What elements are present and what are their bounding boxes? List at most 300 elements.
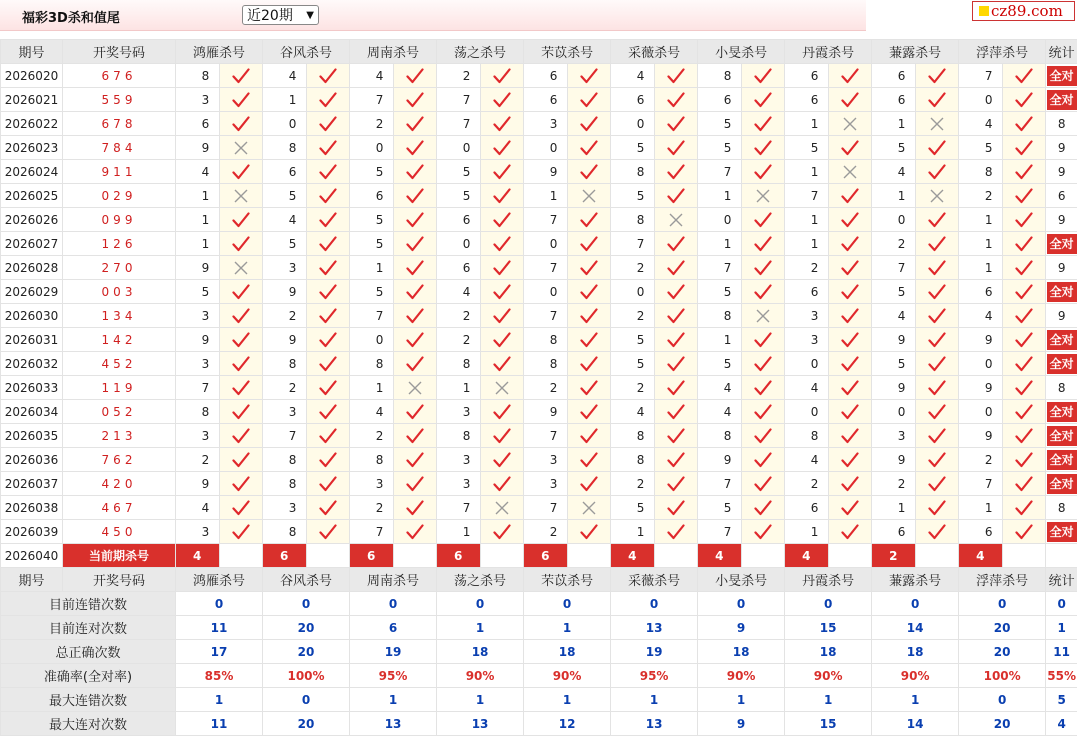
- summary-value: 13: [611, 712, 698, 736]
- kill-number-cell: 0: [785, 400, 829, 424]
- kill-number-cell: 6: [959, 280, 1003, 304]
- summary-value: 15: [785, 616, 872, 640]
- check-icon: [655, 520, 698, 544]
- kill-number-cell: 0: [350, 328, 394, 352]
- check-icon: [394, 280, 437, 304]
- all-correct-badge: 全对: [1047, 450, 1077, 470]
- col-header-expert: 鸿雁杀号: [176, 40, 263, 64]
- check-icon: [307, 208, 350, 232]
- check-icon: [829, 136, 872, 160]
- kill-number-cell: 9: [959, 424, 1003, 448]
- all-correct-badge: 全对: [1047, 282, 1077, 302]
- table-row: [1, 472, 1077, 496]
- kill-number-cell: 9: [176, 256, 220, 280]
- kill-number-cell: 7: [524, 424, 568, 448]
- check-icon: [220, 112, 263, 136]
- stat-cell: [1046, 88, 1077, 112]
- table-row: [1, 256, 1077, 280]
- check-icon: [916, 328, 959, 352]
- check-icon: [568, 256, 611, 280]
- draw-number-cell: 452: [63, 352, 176, 376]
- kill-number-cell: 3: [263, 400, 307, 424]
- check-icon: [394, 64, 437, 88]
- kill-number-cell: 8: [176, 64, 220, 88]
- kill-number-cell: 5: [263, 184, 307, 208]
- stat-cell: [1046, 328, 1077, 352]
- check-icon: [829, 208, 872, 232]
- check-icon: [655, 304, 698, 328]
- kill-table: [0, 39, 1077, 736]
- kill-number-cell: 1: [350, 376, 394, 400]
- kill-number-cell: 7: [698, 256, 742, 280]
- stat-cell: 9: [1046, 304, 1077, 328]
- check-icon: [394, 496, 437, 520]
- kill-number-cell: 1: [176, 232, 220, 256]
- col-header-expert: 小旻杀号: [698, 568, 785, 592]
- check-icon: [829, 520, 872, 544]
- kill-number-cell: 8: [263, 136, 307, 160]
- summary-value: 18: [437, 640, 524, 664]
- check-icon: [1003, 112, 1046, 136]
- kill-number-cell: 3: [785, 304, 829, 328]
- table-row: [1, 208, 1077, 232]
- kill-number-cell: 8: [350, 448, 394, 472]
- check-icon: [1003, 64, 1046, 88]
- check-icon: [307, 520, 350, 544]
- draw-number-cell: 126: [63, 232, 176, 256]
- table-row: [1, 400, 1077, 424]
- check-icon: [742, 520, 785, 544]
- check-icon: [220, 280, 263, 304]
- period-select[interactable]: [242, 5, 319, 25]
- kill-number-cell: 5: [785, 136, 829, 160]
- current-kill-empty: [916, 544, 959, 568]
- summary-value: 90%: [524, 664, 611, 688]
- summary-row: [1, 664, 1077, 688]
- draw-number-cell: 762: [63, 448, 176, 472]
- period-cell: 2026030: [1, 304, 63, 328]
- period-cell: 2026034: [1, 400, 63, 424]
- check-icon: [394, 328, 437, 352]
- col-header-expert: 小旻杀号: [698, 40, 785, 64]
- check-icon: [655, 376, 698, 400]
- draw-number-cell: 676: [63, 64, 176, 88]
- kill-number-cell: 5: [176, 280, 220, 304]
- check-icon: [1003, 184, 1046, 208]
- table-header-row: [1, 40, 1077, 64]
- kill-number-cell: 2: [785, 472, 829, 496]
- draw-number-cell: 142: [63, 328, 176, 352]
- kill-number-cell: 7: [524, 256, 568, 280]
- current-kill-number: 6: [350, 544, 394, 568]
- check-icon: [220, 472, 263, 496]
- summary-value: 1: [176, 688, 263, 712]
- summary-value: 20: [959, 640, 1046, 664]
- check-icon: [655, 184, 698, 208]
- kill-number-cell: 8: [611, 160, 655, 184]
- check-icon: [220, 304, 263, 328]
- kill-number-cell: 2: [176, 448, 220, 472]
- col-header-expert: 芣苡杀号: [524, 40, 611, 64]
- draw-number-cell: 119: [63, 376, 176, 400]
- all-correct-badge: 全对: [1047, 90, 1077, 110]
- col-header-period: 期号: [1, 568, 63, 592]
- kill-number-cell: 7: [350, 520, 394, 544]
- check-icon: [742, 88, 785, 112]
- kill-number-cell: 8: [350, 352, 394, 376]
- check-icon: [481, 88, 524, 112]
- col-header-expert: 浮萍杀号: [959, 568, 1046, 592]
- summary-label: 最大连错次数: [1, 688, 176, 712]
- stat-cell: [1046, 520, 1077, 544]
- summary-value: 14: [872, 712, 959, 736]
- table-row: [1, 160, 1077, 184]
- check-icon: [829, 352, 872, 376]
- col-header-draw: 开奖号码: [63, 568, 176, 592]
- current-kill-empty: [742, 544, 785, 568]
- kill-number-cell: 3: [263, 496, 307, 520]
- kill-number-cell: 7: [872, 256, 916, 280]
- check-icon: [481, 328, 524, 352]
- summary-label: 最大连对次数: [1, 712, 176, 736]
- summary-value: 19: [350, 640, 437, 664]
- col-header-expert: 谷风杀号: [263, 40, 350, 64]
- summary-value: 20: [263, 640, 350, 664]
- col-header-expert: 周南杀号: [350, 40, 437, 64]
- period-cell: 2026032: [1, 352, 63, 376]
- kill-number-cell: 8: [437, 424, 481, 448]
- stat-cell: [1046, 448, 1077, 472]
- summary-value: 18: [785, 640, 872, 664]
- check-icon: [568, 304, 611, 328]
- period-cell: 2026025: [1, 184, 63, 208]
- check-icon: [394, 520, 437, 544]
- kill-number-cell: 0: [263, 112, 307, 136]
- check-icon: [307, 88, 350, 112]
- summary-value: 0: [350, 592, 437, 616]
- check-icon: [1003, 352, 1046, 376]
- current-kill-empty: [307, 544, 350, 568]
- check-icon: [916, 64, 959, 88]
- table-row: [1, 88, 1077, 112]
- summary-value: 1: [611, 688, 698, 712]
- stat-cell: 8: [1046, 496, 1077, 520]
- summary-label: 总正确次数: [1, 640, 176, 664]
- kill-number-cell: 2: [611, 472, 655, 496]
- check-icon: [394, 400, 437, 424]
- draw-number-cell: 052: [63, 400, 176, 424]
- kill-number-cell: 3: [176, 88, 220, 112]
- check-icon: [916, 136, 959, 160]
- period-cell: 2026033: [1, 376, 63, 400]
- draw-number-cell: 420: [63, 472, 176, 496]
- stat-cell: 8: [1046, 376, 1077, 400]
- check-icon: [916, 256, 959, 280]
- kill-number-cell: 7: [437, 112, 481, 136]
- kill-number-cell: 5: [611, 328, 655, 352]
- stat-cell: [1046, 352, 1077, 376]
- check-icon: [655, 160, 698, 184]
- summary-value: 20: [959, 616, 1046, 640]
- kill-number-cell: 8: [524, 352, 568, 376]
- check-icon: [307, 136, 350, 160]
- check-icon: [916, 232, 959, 256]
- check-icon: [916, 304, 959, 328]
- check-icon: [220, 88, 263, 112]
- kill-number-cell: 2: [959, 184, 1003, 208]
- summary-value: 14: [872, 616, 959, 640]
- table-row: [1, 184, 1077, 208]
- summary-value: 1: [698, 688, 785, 712]
- kill-number-cell: 5: [698, 112, 742, 136]
- all-correct-badge: 全对: [1047, 402, 1077, 422]
- check-icon: [1003, 256, 1046, 280]
- kill-number-cell: 3: [872, 424, 916, 448]
- kill-number-cell: 2: [350, 424, 394, 448]
- kill-number-cell: 7: [524, 304, 568, 328]
- current-kill-number: 2: [872, 544, 916, 568]
- col-header-expert: 谷风杀号: [263, 568, 350, 592]
- kill-number-cell: 6: [872, 520, 916, 544]
- summary-row: [1, 712, 1077, 736]
- kill-number-cell: 1: [698, 184, 742, 208]
- check-icon: [655, 136, 698, 160]
- kill-number-cell: 5: [698, 136, 742, 160]
- check-icon: [481, 136, 524, 160]
- check-icon: [655, 400, 698, 424]
- kill-number-cell: 7: [698, 520, 742, 544]
- summary-value: 9: [698, 616, 785, 640]
- kill-number-cell: 1: [785, 232, 829, 256]
- period-cell: 2026036: [1, 448, 63, 472]
- kill-number-cell: 6: [785, 496, 829, 520]
- kill-number-cell: 8: [698, 304, 742, 328]
- check-icon: [742, 448, 785, 472]
- check-icon: [307, 184, 350, 208]
- cross-icon: [916, 112, 959, 136]
- summary-value: 6: [350, 616, 437, 640]
- table-row: [1, 352, 1077, 376]
- kill-number-cell: 3: [785, 328, 829, 352]
- kill-number-cell: 6: [959, 520, 1003, 544]
- kill-number-cell: 8: [698, 64, 742, 88]
- check-icon: [568, 520, 611, 544]
- summary-value: 13: [350, 712, 437, 736]
- kill-number-cell: 4: [350, 64, 394, 88]
- check-icon: [481, 232, 524, 256]
- check-icon: [916, 520, 959, 544]
- summary-value: 0: [1046, 592, 1077, 616]
- logo-square-icon: [979, 6, 989, 16]
- check-icon: [568, 64, 611, 88]
- check-icon: [481, 64, 524, 88]
- check-icon: [829, 448, 872, 472]
- summary-value: 9: [698, 712, 785, 736]
- kill-number-cell: 6: [524, 88, 568, 112]
- summary-value: 1: [785, 688, 872, 712]
- kill-number-cell: 2: [524, 520, 568, 544]
- table-row: [1, 64, 1077, 88]
- col-header-expert: 周南杀号: [350, 568, 437, 592]
- kill-number-cell: 5: [437, 160, 481, 184]
- check-icon: [307, 472, 350, 496]
- check-icon: [307, 448, 350, 472]
- check-icon: [742, 208, 785, 232]
- check-icon: [568, 208, 611, 232]
- check-icon: [655, 64, 698, 88]
- kill-number-cell: 1: [785, 160, 829, 184]
- kill-number-cell: 0: [524, 136, 568, 160]
- kill-number-cell: 5: [437, 184, 481, 208]
- cross-icon: [220, 184, 263, 208]
- kill-number-cell: 9: [263, 328, 307, 352]
- stat-cell: 6: [1046, 184, 1077, 208]
- check-icon: [220, 160, 263, 184]
- summary-value: 11: [1046, 640, 1077, 664]
- check-icon: [1003, 136, 1046, 160]
- summary-value: 0: [611, 592, 698, 616]
- kill-number-cell: 8: [263, 520, 307, 544]
- check-icon: [394, 208, 437, 232]
- summary-value: 12: [524, 712, 611, 736]
- kill-number-cell: 6: [698, 88, 742, 112]
- check-icon: [1003, 496, 1046, 520]
- summary-value: 0: [698, 592, 785, 616]
- check-icon: [829, 232, 872, 256]
- kill-number-cell: 8: [263, 472, 307, 496]
- kill-number-cell: 7: [524, 496, 568, 520]
- cross-icon: [742, 304, 785, 328]
- check-icon: [220, 448, 263, 472]
- check-icon: [655, 448, 698, 472]
- kill-number-cell: 6: [785, 280, 829, 304]
- kill-number-cell: 1: [959, 496, 1003, 520]
- table-row: [1, 304, 1077, 328]
- period-cell: 2026023: [1, 136, 63, 160]
- col-header-period: 期号: [1, 40, 63, 64]
- current-kill-empty: [1003, 544, 1046, 568]
- kill-number-cell: 4: [872, 160, 916, 184]
- table-row: [1, 328, 1077, 352]
- kill-number-cell: 9: [263, 280, 307, 304]
- check-icon: [568, 376, 611, 400]
- stat-cell: [1046, 232, 1077, 256]
- col-header-expert: 采薇杀号: [611, 40, 698, 64]
- kill-number-cell: 3: [263, 256, 307, 280]
- stat-cell: 8: [1046, 112, 1077, 136]
- kill-number-cell: 8: [611, 208, 655, 232]
- kill-number-cell: 3: [176, 424, 220, 448]
- kill-number-cell: 8: [698, 424, 742, 448]
- kill-number-cell: 3: [437, 472, 481, 496]
- check-icon: [1003, 448, 1046, 472]
- check-icon: [307, 400, 350, 424]
- check-icon: [916, 376, 959, 400]
- kill-number-cell: 1: [959, 208, 1003, 232]
- check-icon: [568, 448, 611, 472]
- kill-number-cell: 1: [611, 520, 655, 544]
- kill-number-cell: 1: [872, 496, 916, 520]
- kill-number-cell: 4: [959, 112, 1003, 136]
- kill-number-cell: 7: [698, 472, 742, 496]
- kill-number-cell: 9: [872, 448, 916, 472]
- period-cell: 2026035: [1, 424, 63, 448]
- check-icon: [394, 232, 437, 256]
- table-row: [1, 280, 1077, 304]
- kill-number-cell: 8: [785, 424, 829, 448]
- check-icon: [220, 400, 263, 424]
- cross-icon: [568, 496, 611, 520]
- kill-number-cell: 8: [611, 424, 655, 448]
- period-cell: 2026021: [1, 88, 63, 112]
- cross-icon: [220, 256, 263, 280]
- cross-icon: [916, 184, 959, 208]
- kill-number-cell: 8: [959, 160, 1003, 184]
- summary-value: 0: [959, 592, 1046, 616]
- summary-value: 4: [1046, 712, 1077, 736]
- col-header-draw: 开奖号码: [63, 40, 176, 64]
- cross-icon: [394, 376, 437, 400]
- col-header-expert: 丹霞杀号: [785, 568, 872, 592]
- kill-number-cell: 0: [611, 112, 655, 136]
- period-cell: 2026027: [1, 232, 63, 256]
- kill-number-cell: 0: [872, 400, 916, 424]
- period-cell: 2026039: [1, 520, 63, 544]
- check-icon: [1003, 472, 1046, 496]
- check-icon: [394, 304, 437, 328]
- check-icon: [220, 208, 263, 232]
- check-icon: [394, 424, 437, 448]
- kill-number-cell: 0: [524, 280, 568, 304]
- kill-number-cell: 1: [872, 184, 916, 208]
- stat-cell: [1046, 64, 1077, 88]
- kill-number-cell: 9: [524, 400, 568, 424]
- kill-number-cell: 1: [176, 184, 220, 208]
- check-icon: [742, 424, 785, 448]
- kill-number-cell: 1: [350, 256, 394, 280]
- kill-number-cell: 4: [437, 280, 481, 304]
- kill-number-cell: 4: [263, 64, 307, 88]
- summary-value: 19: [611, 640, 698, 664]
- kill-number-cell: 3: [176, 520, 220, 544]
- summary-value: 1: [1046, 616, 1077, 640]
- site-logo[interactable]: [972, 1, 1075, 21]
- cross-icon: [829, 160, 872, 184]
- kill-number-cell: 1: [959, 256, 1003, 280]
- draw-number-cell: 678: [63, 112, 176, 136]
- check-icon: [481, 280, 524, 304]
- check-icon: [916, 448, 959, 472]
- check-icon: [1003, 520, 1046, 544]
- page-title: 福彩3D杀和值尾: [22, 7, 120, 26]
- check-icon: [394, 256, 437, 280]
- summary-value: 0: [872, 592, 959, 616]
- col-header-expert: 丹霞杀号: [785, 40, 872, 64]
- period-cell: 2026031: [1, 328, 63, 352]
- draw-number-cell: 270: [63, 256, 176, 280]
- check-icon: [829, 256, 872, 280]
- kill-number-cell: 5: [698, 280, 742, 304]
- check-icon: [220, 352, 263, 376]
- kill-number-cell: 3: [176, 304, 220, 328]
- summary-value: 1: [872, 688, 959, 712]
- kill-number-cell: 9: [959, 376, 1003, 400]
- kill-number-cell: 5: [611, 136, 655, 160]
- check-icon: [568, 328, 611, 352]
- check-icon: [742, 160, 785, 184]
- summary-value: 11: [176, 712, 263, 736]
- kill-number-cell: 0: [872, 208, 916, 232]
